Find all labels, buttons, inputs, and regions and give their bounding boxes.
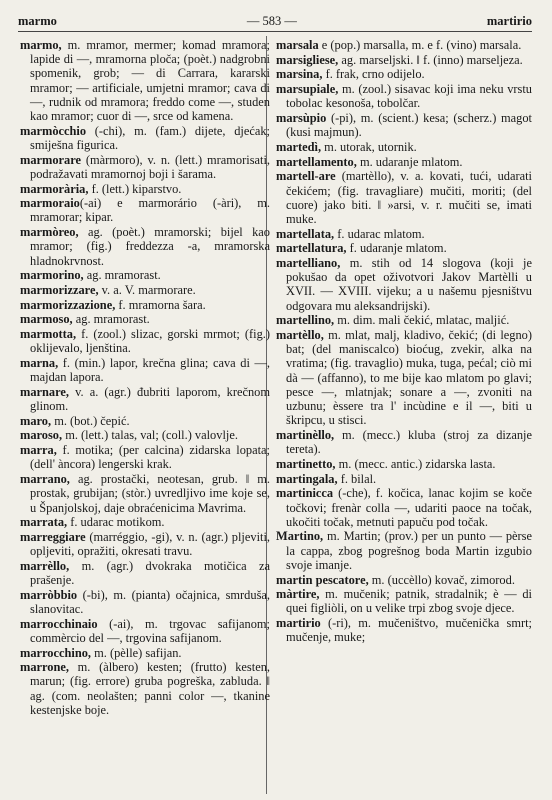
dictionary-entry (276, 472, 532, 486)
entry-headword: martingala, (276, 471, 338, 486)
dictionary-entry (20, 283, 270, 297)
entry-definition: (-chi), m. (fam.) dijete, djećak; smiješna figurica. (30, 123, 270, 152)
running-head (18, 14, 532, 30)
entry-headword: marsupiale, (276, 82, 339, 97)
dictionary-entry (20, 530, 270, 558)
dictionary-entry (20, 443, 270, 471)
entry-headword: marrocchino, (20, 645, 92, 660)
dictionary-entry (20, 646, 270, 660)
last-headword: martirio (486, 14, 532, 28)
entry-headword: marmotta, (20, 327, 77, 342)
entry-definition: m. stih od 14 slogova (koji je pokušao da opet oživotvori Jakov Martèlli u XVII. — XVIII. vijeku; a u našemu pjesništvu odgovara mu aleksandrijski). (286, 256, 532, 313)
entry-headword: martellamento, (276, 154, 357, 169)
dictionary-entry (20, 124, 270, 152)
dictionary-entry (20, 428, 270, 442)
entry-definition: m. (uccèllo) kovač, zimorod. (368, 572, 515, 587)
entry-definition: m. mlat, malj, kladivo, čekić; (di legno) bat; (del maniscalco) bioćug, zvekir, alka na vratima; (fig. travaglio) muka, tuga, pećal; ciò mi dà — (affanno), to me bije kao mlatom po glavi; pesce —, mlatnjak; sonare a —, zvoniti na uzbunu; èssere tra l' incùdine e il —, biti u škripcu, u stisci. (286, 328, 532, 428)
entry-headword: marsala (276, 38, 319, 52)
entry-definition: f. udarac mlatom. (334, 226, 425, 241)
entry-definition: ag. prostački, neotesan, grub. ‖ m. prostak, grubijan; (stòr.) uvredljivo ime koje se, u Španjolskoj, daje obraćenicima Mavrima. (30, 472, 270, 515)
entry-definition: ag. marseljski. ‖ f. (inno) marseljeza. (338, 52, 523, 67)
entry-definition: (màrmoro), v. n. (lett.) mramorisati, podražavati mramornoj boji i šarama. (30, 152, 270, 181)
dictionary-entry (20, 327, 270, 355)
dictionary-entry (276, 529, 532, 572)
entry-definition: m. udaranje mlatom. (356, 154, 463, 169)
dictionary-entry (20, 268, 270, 282)
entry-definition: m. mramor, mermer; komad mramora; lapide di —, mramorna ploča; (poèt.) nadgrobni spomenik, grob; — di Carrara, kararski mramor; — artificiale, umjetni mramor; cava di —, rudnik od mramora; freddo come —, studen kao mramor; cuor di —, srce od kamena. (30, 38, 270, 124)
page-number: — 583 — (246, 14, 297, 28)
dictionary-entry (20, 559, 270, 587)
entry-headword: marmo, (20, 38, 62, 52)
dictionary-entry (276, 169, 532, 226)
entry-headword: marmòreo, (20, 225, 79, 240)
dictionary-entry (20, 356, 270, 384)
entry-definition: m. (mecc. antic.) zidarska lasta. (335, 456, 496, 471)
entry-definition: m. (zool.) sisavac koji ima neku vrstu tobolac kesonoša, tobolčar. (286, 82, 532, 111)
dictionary-entry (276, 241, 532, 255)
entry-headword: martèllo, (276, 328, 324, 343)
dictionary-entry (276, 227, 532, 241)
entry-headword: maroso, (20, 428, 63, 443)
entry-definition: f. udarac motikom. (67, 515, 165, 530)
entry-headword: maro, (20, 413, 52, 428)
dictionary-entry (20, 515, 270, 529)
dictionary-entry (276, 38, 532, 52)
entry-definition: m. mučenik; patnik, stradalnik; è — di quei figliòli, on u velike trpi zbog svoje djece. (286, 587, 532, 616)
entry-definition: (-ai) e marmorário (-àri), m. mramorar; kipar. (30, 196, 270, 225)
entry-headword: marròbbio (20, 587, 78, 602)
dictionary-entry (276, 256, 532, 313)
dictionary-entry (20, 38, 270, 123)
entry-headword: martinicca (276, 486, 334, 501)
entry-definition: m. utorak, utornik. (321, 139, 417, 154)
entry-headword: marsùpio (276, 111, 327, 126)
right-column (276, 38, 532, 796)
left-column (20, 38, 270, 796)
first-headword: marmo (18, 14, 57, 28)
entry-headword: martinetto, (276, 456, 336, 471)
entry-definition: ag. mramorast. (72, 312, 150, 327)
entry-headword: marmorizzazione, (20, 297, 116, 312)
entry-definition: m. (bot.) čepić. (51, 413, 130, 428)
entry-headword: marrèllo, (20, 558, 70, 573)
entry-headword: marra, (20, 443, 57, 458)
entry-definition: f. udaranje mlatom. (346, 241, 447, 256)
entry-headword: martellatura, (276, 241, 347, 256)
dictionary-entry (276, 587, 532, 615)
entry-headword: màrtire, (276, 587, 320, 602)
entry-definition: f. bilal. (337, 471, 377, 486)
entry-definition: (-ai), m. trgovac safijanom; commèrcio del —, trgovina safijanom. (30, 616, 270, 645)
entry-headword: martinèllo, (276, 427, 335, 442)
dictionary-entry (276, 140, 532, 154)
entry-headword: marreggiare (20, 529, 86, 544)
entry-headword: martedì, (276, 139, 322, 154)
entry-definition: (-bi), m. (pianta) očajnica, smrduša, slanovitac. (30, 587, 270, 616)
entry-definition: (-ri), m. mučeništvo, mučenička smrt; mučenje, muke; (286, 616, 532, 645)
entry-definition: (-che), f. kočica, lanac kojim se koče točkovi; frenàr colla —, udariti paoce na točak, ukočiti točak, metnuti papuču pod točak. (286, 486, 532, 529)
dictionary-entry (276, 573, 532, 587)
dictionary-entry (20, 196, 270, 224)
entry-definition: f. mramorna šara. (115, 297, 206, 312)
entry-definition: ag. mramorast. (83, 268, 161, 283)
dictionary-entry (20, 472, 270, 515)
entry-headword: marrano, (20, 472, 70, 487)
entry-definition: m. (lett.) talas, val; (coll.) valovlje. (62, 428, 238, 443)
entry-headword: martirio (276, 616, 321, 631)
entry-headword: marrocchinaio (20, 616, 98, 631)
entry-headword: marmorària, (20, 181, 89, 196)
dictionary-entry (276, 428, 532, 456)
dictionary-entry (20, 414, 270, 428)
entry-definition: m. (pèlle) safijan. (91, 645, 182, 660)
dictionary-entry (276, 328, 532, 427)
dictionary-entry (276, 82, 532, 110)
entry-headword: marsina, (276, 67, 323, 82)
dictionary-entry (20, 660, 270, 717)
dictionary-entry (20, 153, 270, 181)
dictionary-entry (276, 457, 532, 471)
header-rule (18, 31, 532, 32)
entry-definition: f. frak, crno odijelo. (322, 67, 425, 82)
entry-headword: marmorino, (20, 268, 84, 283)
dictionary-entry (20, 617, 270, 645)
entry-headword: marsigliese, (276, 52, 339, 67)
entry-headword: marmoraio (20, 196, 80, 211)
entry-definition: (-pi), m. (scient.) kesa; (scherz.) magot (kusi majmun). (286, 111, 532, 140)
entry-definition: e (pop.) marsalla, m. e f. (vino) marsala. (318, 38, 522, 52)
entry-definition: m. Martin; (prov.) per un punto — pèrse la cappa, zbog pogrešnog boda Martin izgubio svoje imanje. (286, 529, 532, 572)
entry-definition: v. a. (agr.) đubriti laporom, krečnom glinom. (30, 384, 270, 414)
dictionary-entry (20, 225, 270, 268)
entry-headword: marmorare (20, 152, 82, 167)
entry-definition: m. (mecc.) kluba (stroj za dizanje tereta). (286, 427, 532, 457)
entry-headword: martell-are (276, 169, 336, 184)
dictionary-entry (276, 111, 532, 139)
entry-headword: marrata, (20, 515, 68, 530)
entry-headword: marrone, (20, 660, 69, 675)
dictionary-entry (276, 616, 532, 644)
entry-headword: marnare, (20, 384, 69, 399)
entry-definition: (marréggio, -gi), v. n. (agr.) pljeviti, opljeviti, opražiti, okresati travu. (30, 529, 270, 559)
entry-definition: f. (min.) lapor, krečna glina; cava di —, majdan lapora. (30, 355, 270, 385)
entry-definition: ag. (poèt.) mramorski; bijel kao mramor; (fig.) freddezza -a, mramorska hladnokrvnost. (30, 225, 270, 268)
dictionary-entry (20, 182, 270, 196)
dictionary-entry (276, 313, 532, 327)
entry-definition: f. motika; (per calcina) zidarska lopata; (dell' àncora) lengerski krak. (30, 443, 270, 472)
entry-definition: f. (lett.) kiparstvo. (88, 181, 182, 196)
entry-headword: marmoso, (20, 312, 73, 327)
entry-headword: martellino, (276, 313, 335, 328)
entry-headword: martin pescatore, (276, 572, 369, 587)
entry-definition: m. (agr.) dvokraka motičica za prašenje. (30, 558, 270, 588)
dictionary-entry (20, 312, 270, 326)
dictionary-entry (276, 67, 532, 81)
entry-definition: f. (zool.) slizac, gorski mrmot; (fig.) oklijevalo, ljenština. (30, 327, 270, 356)
entry-definition: v. a. V. marmorare. (98, 282, 196, 297)
entry-definition: m. dim. mali čekić, mlatac, maljić. (334, 313, 510, 328)
dictionary-entry (20, 298, 270, 312)
entry-headword: marmorizzare, (20, 282, 99, 297)
dictionary-entry (276, 53, 532, 67)
entry-headword: marmòcchio (20, 123, 87, 138)
dictionary-entry (20, 385, 270, 413)
entry-headword: Martino, (276, 529, 324, 544)
entry-headword: martelliano, (276, 256, 341, 271)
entry-definition: (martèllo), v. a. kovati, tući, udarati čekićem; (fig. travagliare) mučiti, moriti; (del cuore) jako biti. ‖ »arsi, v. r. mučiti se, imati muke. (286, 169, 532, 226)
dictionary-entry (276, 155, 532, 169)
entry-headword: martellata, (276, 226, 335, 241)
dictionary-entry (276, 486, 532, 529)
dictionary-entry (20, 588, 270, 616)
entry-headword: marna, (20, 355, 59, 370)
entry-definition: m. (àlbero) kesten; (frutto) kesten, marun; (fig. errore) gruba pogreška, zabluda. ‖ ag. (com. neolašten; panni color —, tkanine kestenjske boje. (30, 660, 270, 717)
